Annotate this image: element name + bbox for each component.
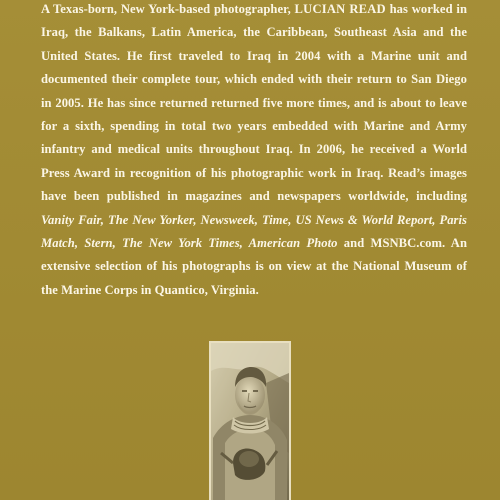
author-portrait-photo: [209, 341, 291, 500]
portrait-image: [211, 343, 289, 500]
author-name: LUCIAN READ: [294, 2, 386, 16]
publication-list: Vanity Fair, The New Yorker, Newsweek, Time, US News & World Report, Paris Match, Stern, The New York Times, American Photo: [41, 212, 467, 251]
bio-text-body: has worked in Iraq, the Balkans, Latin America, the Caribbean, Southeast Asia and the United States. He first traveled to Iraq in 2004 with a Marine unit and documented their complete tour, which ended with their return to San Diego in 2005. He has since returned returned five more times, and is about to leave for a sixth, spending in total two years embedded with Marine and Army infantry and medical units throughout Iraq. In 2006, he received a World Press Award in recognition of his photographic work in Iraq. Read’s images have been published in magazines and newspapers worldwide, including: [41, 2, 467, 204]
bio-text-intro: A Texas-born, New York-based photographer,: [41, 2, 295, 16]
author-bio: [41, 0, 467, 302]
bio-text-closing: and MSNBC.com. An extensive selection of his photographs is on view at the National Museum of the Marine Corps in Quantico, Virginia.: [41, 236, 467, 297]
